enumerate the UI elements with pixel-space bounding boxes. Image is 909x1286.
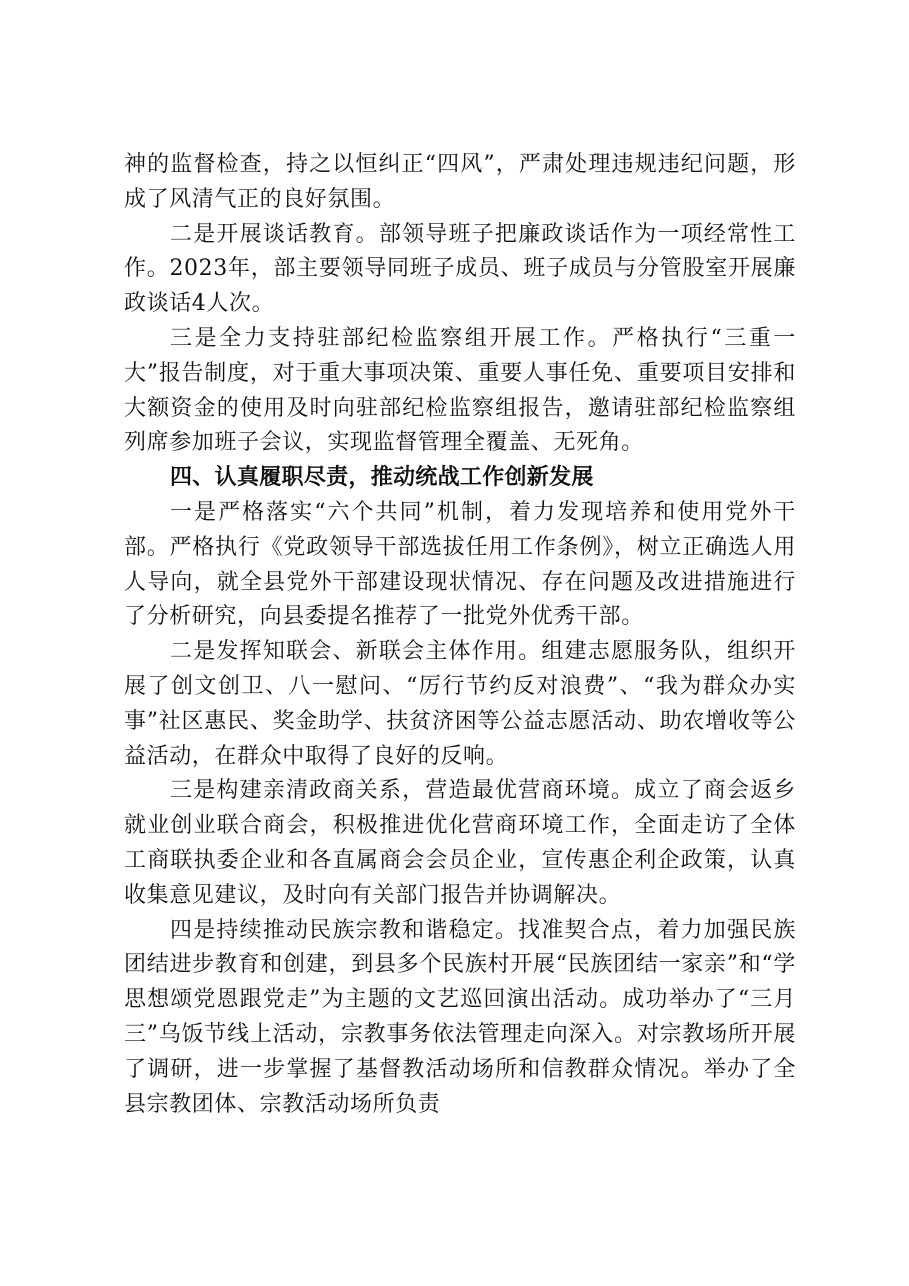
paragraph-talk-education: 二是开展谈话教育。部领导班子把廉政谈话作为一项经常性工作。2023年，部主要领导同班子成员、班子成员与分管股室开展廉政谈话4人次。 <box>124 221 796 317</box>
paragraph-ethnic-religious-harmony: 四是持续推动民族宗教和谐稳定。找准契合点，着力加强民族团结进步教育和创建，到县多个民族村开展“民族团结一家亲”和“学思想颂党恩跟党走”为主题的文艺巡回演出活动。成功举办了“三月三”乌饭节线上活动，宗教事务依法管理走向深入。对宗教场所开展了调研，进一步掌握了基督教活动场所和信教群众情况。举办了全县宗教团体、宗教活动场所负责 <box>124 917 796 1117</box>
paragraph-six-common-mechanism: 一是严格落实“六个共同”机制，着力发现培养和使用党外干部。严格执行《党政领导干部选拔任用工作条例》，树立正确选人用人导向，就全县党外干部建设现状情况、存在问题及改进措施进行了分析研究，向县委提名推荐了一批党外优秀干部。 <box>124 499 796 630</box>
section-heading-united-front: 四、认真履职尽责，推动统战工作创新发展 <box>170 465 594 491</box>
paragraph-business-relations: 三是构建亲清政商关系，营造最优营商环境。成立了商会返乡就业创业联合商会，积极推进优化营商环境工作，全面走访了全体工商联执委企业和各直属商会会员企业，宣传惠企利企政策，认真收集意见建议，及时向有关部门报告并协调解决。 <box>124 778 796 908</box>
paragraph-continuation: 神的监督检查，持之以恒纠正“四风”，严肃处理违规违纪问题，形成了风清气正的良好氛围。 <box>124 152 796 212</box>
document-body <box>124 148 796 1122</box>
paragraph-associations-role: 二是发挥知联会、新联会主体作用。组建志愿服务队，组织开展了创文创卫、八一慰问、“厉行节约反对浪费”、“我为群众办实事”社区惠民、奖金助学、扶贫济困等公益志愿活动、助农增收等公益活动，在群众中取得了良好的反响。 <box>124 639 796 769</box>
paragraph-discipline-support: 三是全力支持驻部纪检监察组开展工作。严格执行“三重一大”报告制度，对于重大事项决策、重要人事任免、重要项目安排和大额资金的使用及时向驻部纪检监察组报告，邀请驻部纪检监察组列席参加班子会议，实现监督管理全覆盖、无死角。 <box>124 325 796 456</box>
